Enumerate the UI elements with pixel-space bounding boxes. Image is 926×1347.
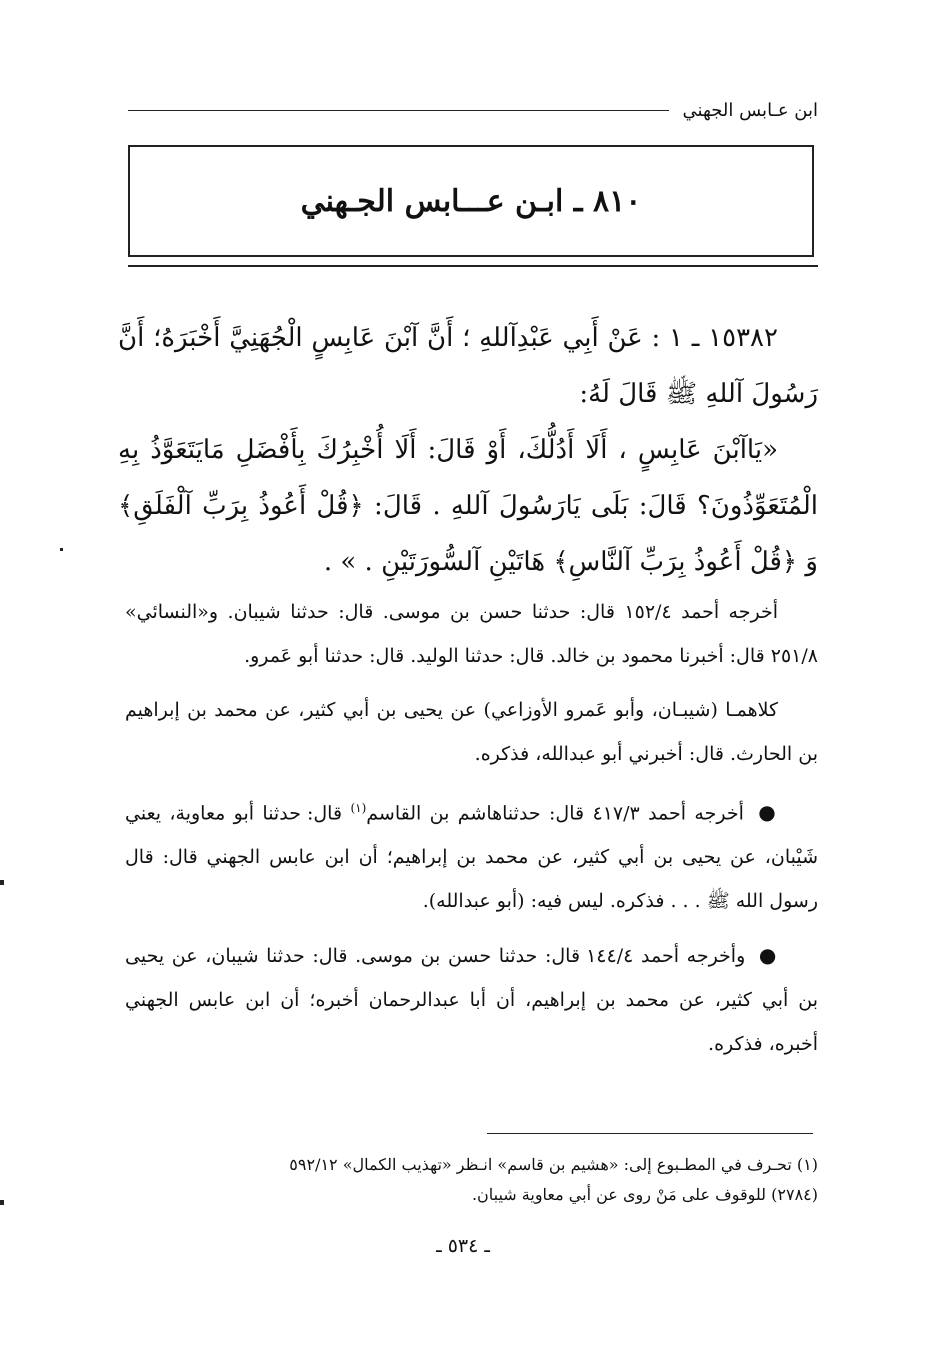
scan-speck (60, 548, 63, 551)
running-head-rule (128, 110, 669, 111)
scan-speck (0, 1200, 4, 1205)
running-head-text: ابن عـابس الجهني (682, 99, 818, 121)
takhrij-section (125, 590, 818, 1076)
footnote-1-line-1: (١) تحـرف في المطـبوع إلى: «هشيم بن قاسم» انـظر «تهذيب الكمال» ٥٩٢/١٢ (289, 1155, 818, 1174)
takhrij-paragraph-2: كلاهمـا (شيبـان، وأبو عَمرو الأوزاعي) عن يحيى بن أبي كثير، عن محمد بن إبراهيم بن الحارث. قال: أخبرني أبو عبدالله، فذكره. (125, 699, 818, 765)
takhrij-paragraph-4-text: وأخرجه أحمد ١٤٤/٤ قال: حدثنا حسن بن موسى. قال: حدثنا شيبان، عن يحيى بن أبي كثير، عن محمد بن إبراهيم، أن أبا عبدالرحمان أخبره؛ أن ابن عابس الجهني أخبره، فذكره. (125, 945, 818, 1056)
footnotes (128, 1150, 818, 1210)
page-number: ـ ٥٣٤ ـ (436, 1235, 490, 1257)
bullet-icon: ● (758, 800, 779, 825)
takhrij-paragraph-3-rest: قال: حدثنا أبو معاوية، يعني شَيْبان، عن يحيى بن أبي كثير، عن محمد بن إبراهيم؛ أن ابن عابس الجهني قال: قال رسول الله ﷺ . . . فذكره. ليس فيه: (أبو عبدالله). (125, 802, 818, 913)
chapter-title-box (128, 145, 814, 257)
hadith-text (118, 310, 818, 590)
hadith-isnad: ١٥٣٨٢ ـ ١ : عَنْ أَبِي عَبْدِآللهِ ؛ أَنَّ آبْنَ عَابِسٍ الْجُهَنِيَّ أَخْبَرَهُ؛ أَنَّ رَسُولَ آللهِ ﷺ قَالَ لَهُ: (118, 323, 818, 409)
footnote-1-line-2: (٢٧٨٤) للوقوف على مَنْ روى عن أبي معاوية شيبان. (471, 1185, 818, 1204)
bullet-icon: ● (758, 943, 778, 968)
footnote-separator (487, 1133, 813, 1134)
title-underline-rule (128, 265, 818, 267)
takhrij-paragraph-3-start: أخرجه أحمد ٤١٧/٣ قال: حدثناهاشم بن القاسم (366, 802, 744, 825)
takhrij-paragraph-1: أخرجه أحمد ١٥٢/٤ قال: حدثنا حسن بن موسى. قال: حدثنا شيبان. و«النسائي» ٢٥١/٨ قال: أخبرنا محمود بن خالد. قال: حدثنا الوليد. قال: حدثنا أبو عَمرو. (125, 601, 818, 667)
running-head (128, 95, 818, 125)
footnote-reference[interactable]: (١) (350, 801, 367, 815)
chapter-title: ٨١٠ ـ ابـن عـــابس الجـهني (300, 183, 642, 219)
scan-speck (0, 880, 4, 885)
takhrij-paragraph-4 (125, 933, 818, 1066)
hadith-matn: «يَاآبْنَ عَابِسٍ ، أَلَا أَدُلُّكَ، أَوْ قَالَ: أَلَا أُخْبِرُكَ بِأَفْضَلِ مَايَتَعَوَّذُ بِهِ الْمُتَعَوِّذُونَ؟ قَالَ: بَلَى يَارَسُولَ آللهِ . قَالَ: ﴿قُلْ أَعُوذُ بِرَبِّ آلْفَلَقِ﴾ وَ ﴿قُلْ أَعُوذُ بِرَبِّ آلنَّاسِ﴾ هَاتَيْنِ آلسُّورَتَيْنِ . » . (118, 435, 818, 577)
takhrij-paragraph-3 (125, 786, 818, 923)
